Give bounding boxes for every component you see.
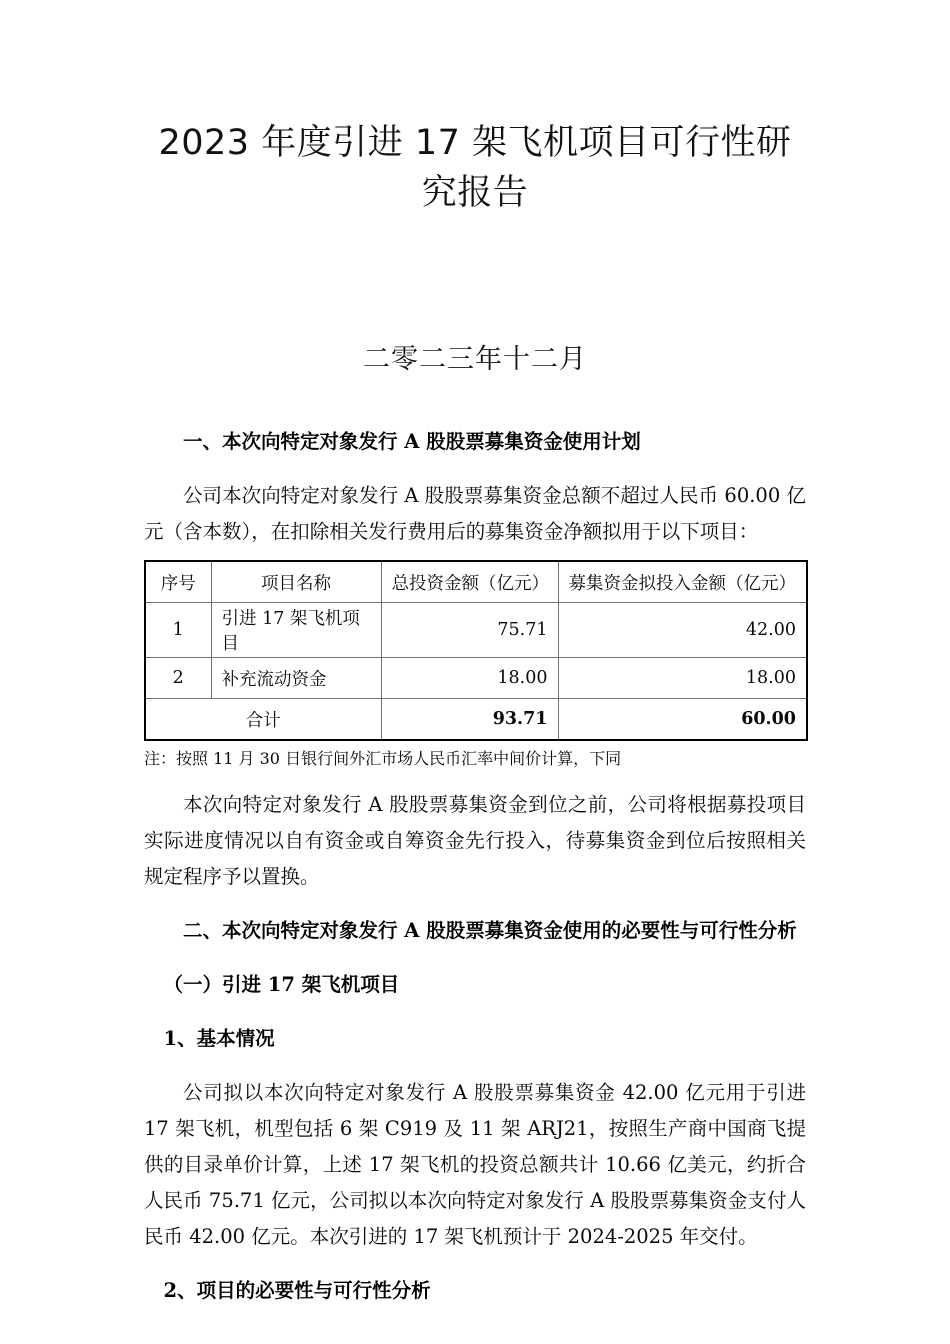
section-one-after-table-paragraph: 本次向特定对象发行 A 股股票募集资金到位之前，公司将根据募投项目实际进度情况以自有资金或自筹资金先行投入，待募集资金到位后按照相关规定程序予以置换。: [144, 793, 806, 888]
column-header-raise: 募集资金拟投入金额（亿元）: [558, 561, 807, 603]
document-subtitle: 二零二三年十二月: [363, 344, 587, 375]
spacer: [144, 953, 806, 967]
spacer: [144, 1061, 806, 1075]
cell-total-investment: 93.71: [381, 699, 558, 741]
spacer: [144, 773, 806, 787]
cell-raise: 42.00: [558, 603, 807, 658]
section-one-heading: 一、本次向特定对象发行 A 股股票募集资金使用计划: [183, 430, 641, 453]
item-two-heading: 2、项目的必要性与可行性分析: [163, 1279, 431, 1302]
table-row: [145, 603, 807, 658]
cell-total: 75.71: [381, 603, 558, 658]
section-one-intro-paragraph: 公司本次向特定对象发行 A 股股票募集资金总额不超过人民币 60.00 亿元（含本数），在扣除相关发行费用后的募集资金净额拟用于以下项目：: [144, 484, 806, 543]
table-total-row: [145, 699, 807, 741]
cell-raise: 18.00: [558, 658, 807, 699]
item-one-heading: 1、基本情况: [163, 1027, 275, 1050]
spacer: [144, 1007, 806, 1021]
spacer: [144, 899, 806, 913]
table-note: 注：按照 11 月 30 日银行间外汇市场人民币汇率中间价计算，下同: [144, 749, 622, 768]
column-header-no: 序号: [145, 561, 211, 603]
fund-usage-table-wrapper: [144, 560, 806, 741]
column-header-name: 项目名称: [211, 561, 381, 603]
fund-usage-table: [144, 560, 808, 741]
item-one-paragraph: 公司拟以本次向特定对象发行 A 股股票募集资金 42.00 亿元用于引进 17 架飞机，机型包括 6 架 C919 及 11 架 ARJ21，按照生产商中国商飞提供的目录单价计算，上述 17 架飞机的投资总额共计 10.66 亿美元，约折合人民币 75.71 亿元，公司拟以本次向特定对象发行 A 股股票募集资金支付人民币 42.00 亿元。本次引进的 17 架飞机预计于 2024-2025 年交付。: [144, 1081, 806, 1248]
cell-total-label: 合计: [145, 699, 381, 741]
document-title: 2023 年度引进 17 架飞机项目可行性研究报告: [158, 123, 792, 213]
cell-name: 补充流动资金: [211, 658, 381, 699]
document-body: [144, 378, 806, 1309]
cell-total: 18.00: [381, 658, 558, 699]
section-two-sub-heading: （一）引进 17 架飞机项目: [163, 973, 400, 996]
spacer: [144, 1259, 806, 1273]
column-header-total: 总投资金额（亿元）: [381, 561, 558, 603]
cell-total-raised: 60.00: [558, 699, 807, 741]
table-row: [145, 658, 807, 699]
section-two-heading: 二、本次向特定对象发行 A 股股票募集资金使用的必要性与可行性分析: [183, 919, 797, 942]
cell-no: 2: [145, 658, 211, 699]
spacer: [144, 464, 806, 478]
cell-name: 引进 17 架飞机项目: [211, 603, 381, 658]
cell-no: 1: [145, 603, 211, 658]
table-header-row: [145, 561, 807, 603]
